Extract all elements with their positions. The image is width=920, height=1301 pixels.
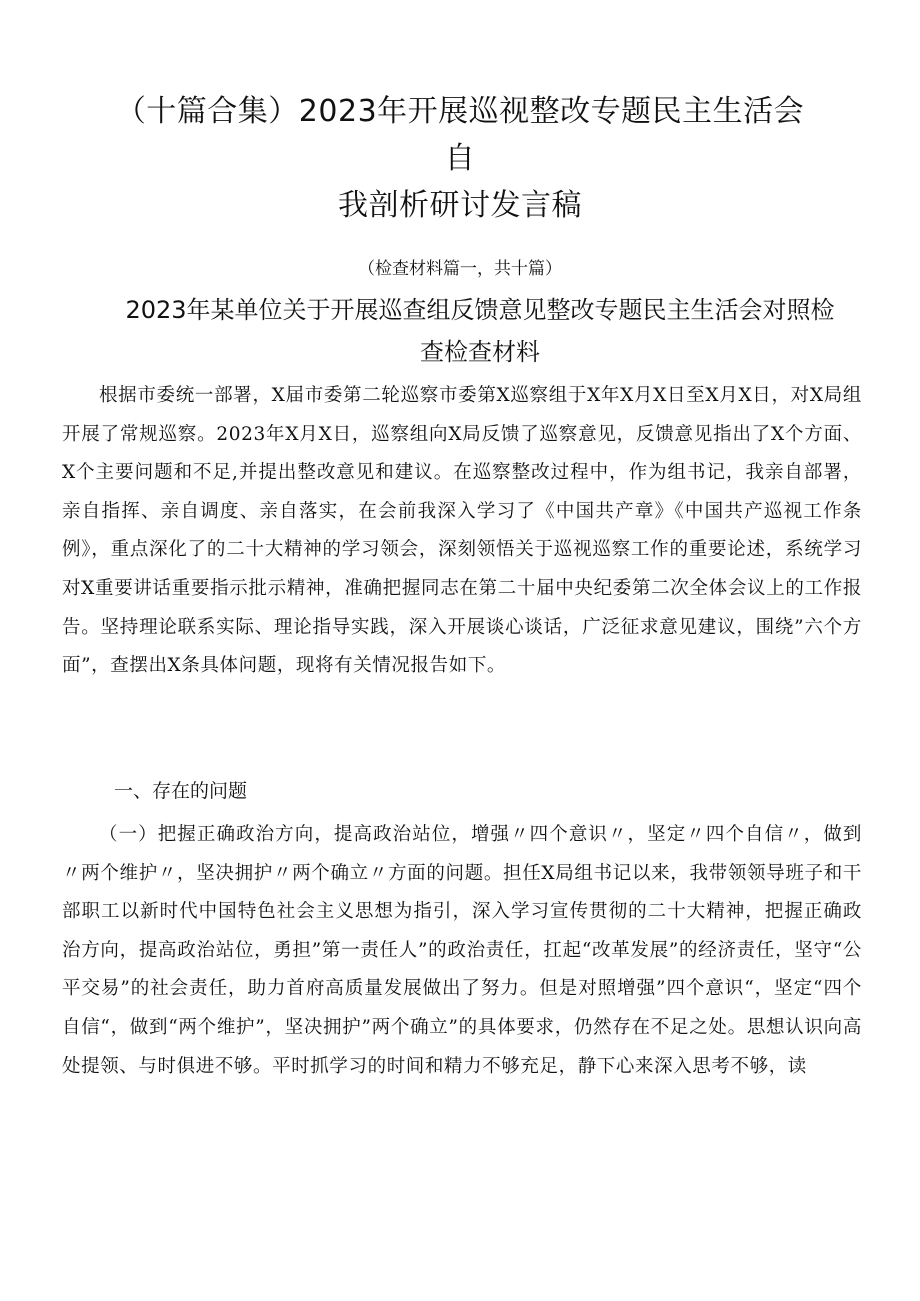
- body-paragraph-1: （一）把握正确政治方向，提高政治站位，增强〃四个意识〃，坚定〃四个自信〃，做到〃两个维护〃，坚决拥护〃两个确立〃方面的问题。担任X局组书记以来，我带领领导班子和干部职工以新时代中国特色社会主义思想为指引，深入学习宣传贯彻的二十大精神，把握正确政治方向，提高政治站位，勇担”第一责任人”的政治责任，扛起“改革发展”的经济责任，坚守“公平交易”的社会责任，助力首府高质量发展做出了努力。但是对照增强”四个意识“，坚定“四个自信“，做到“两个维护”，坚决拥护”两个确立”的具体要求，仍然存在不足之处。思想认识向高处提领、与时俱进不够。平时抓学习的时间和精力不够充足，静下心来深入思考不够，读: [62, 824, 862, 1077]
- document-title-line2: 我剖析研讨发言稿: [338, 188, 582, 223]
- heading-problems: 一、存在的问题: [114, 780, 248, 802]
- document-title-line1: （十篇合集）2023年开展巡视整改专题民主生活会自: [115, 94, 805, 176]
- document-subtitle: （检查材料篇一，共十篇）: [358, 259, 562, 279]
- section-title-line1: 2023年某单位关于开展巡查组反馈意见整改专题民主生活会对照检: [125, 296, 835, 324]
- document-title: [110, 88, 810, 229]
- body-paragraph-intro: 根据市委统一部署，X届市委第二轮巡察市委第X巡察组于X年X月X日至X月X日，对X局组开展了常规巡察。2023年X月X日，巡察组向X局反馈了巡察意见，反馈意见指出了X个方面、X个主要问题和不足,并提出整改意见和建议。在巡察整改过程中，作为组书记，我亲自部署，亲自指挥、亲自调度、亲自落实，在会前我深入学习了《中国共产章》《中国共产巡视工作条例》，重点深化了的二十大精神的学习领会，深刻领悟关于巡视巡察工作的重要论述，系统学习对X重要讲话重要指示批示精神，准确把握同志在第二十届中央纪委第二次全体会议上的工作报告。坚持理论联系实际、理论指导实践，深入开展谈心谈话，广泛征求意见建议，围绕”六个方面”，查摆出X条具体问题，现将有关情况报告如下。: [62, 385, 862, 677]
- section-title-line2: 查检查材料: [420, 338, 540, 366]
- section-title: [100, 289, 860, 373]
